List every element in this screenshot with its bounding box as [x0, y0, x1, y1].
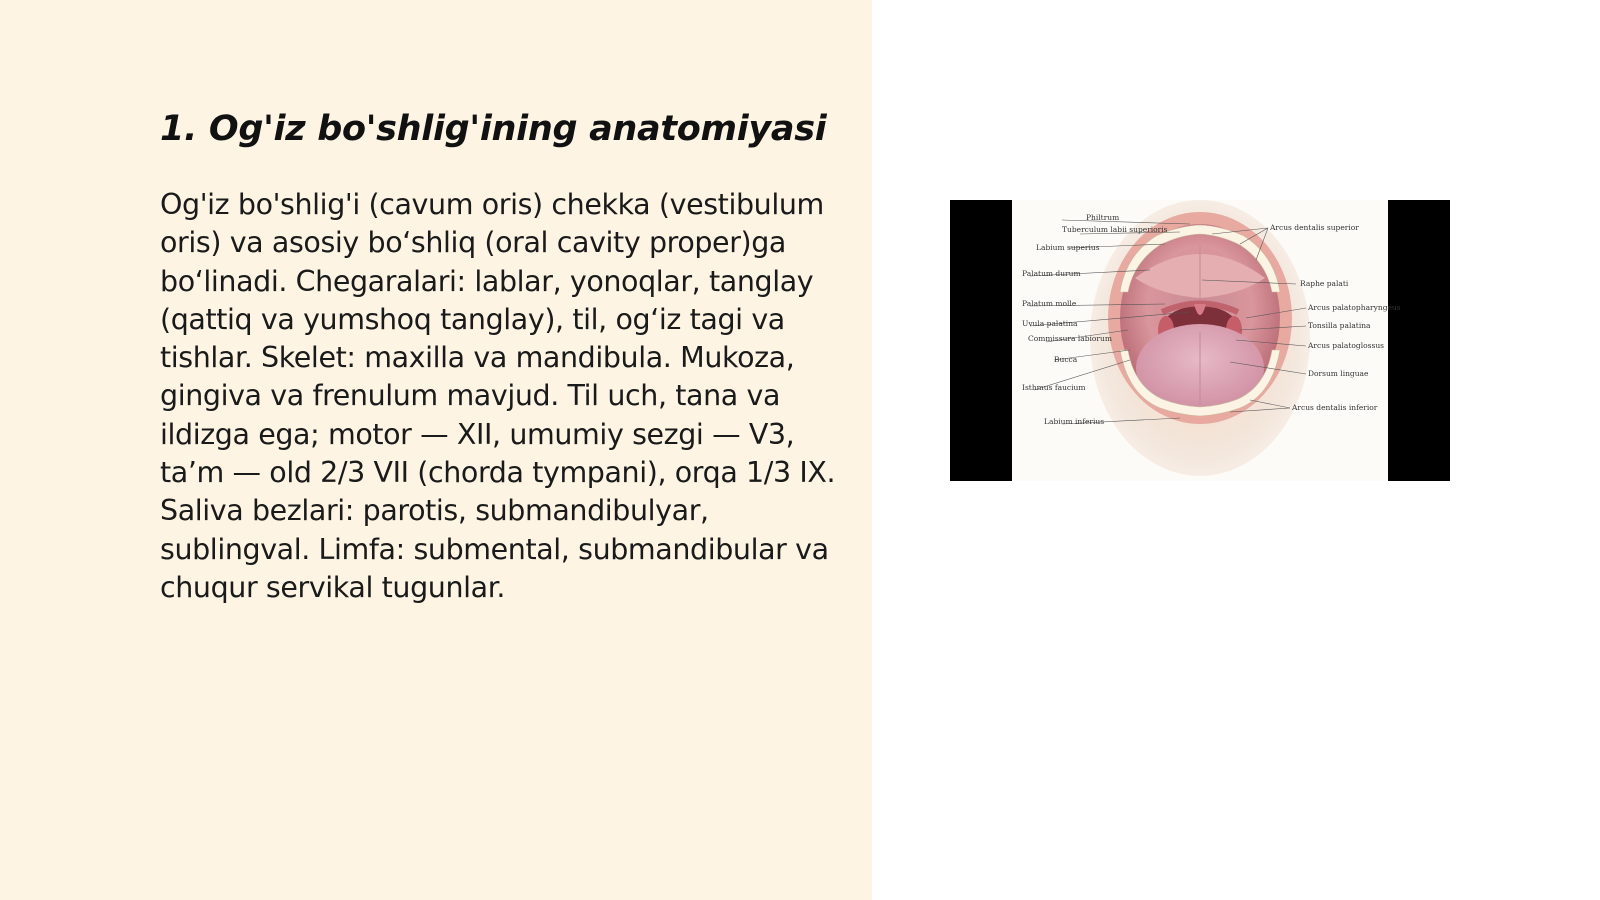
label-tonsilla-palatina: Tonsilla palatina: [1308, 321, 1371, 330]
label-labium-inferius: Labium inferius: [1044, 417, 1105, 426]
label-philtrum: Philtrum: [1086, 213, 1120, 222]
label-uvula: Uvula palatina: [1022, 319, 1078, 328]
slide-body-text: Og'iz bo'shlig'i (cavum oris) chekka (vestibulum oris) va asosiy bo‘shliq (oral cavity proper)ga bo‘linadi. Chegaralari: lablar, yonoqlar, tanglay (qattiq va yumshoq tanglay), til, og‘iz tagi va tishlar. Skelet: maxilla va mandibula. Mukoza, gingiva va frenulum mavjud. Til uch, tana va ildizga ega; motor — XII, umumiy sezgi — V3, ta’m — old 2/3 VII (chorda tympani), orqa 1/3 IX. Saliva bezlari: parotis, submandibulyar, sublingval. Limfa: submental, submandibular va chuqur servikal tugunlar.: [160, 188, 836, 604]
label-isthmus: Isthmus faucium: [1022, 383, 1086, 392]
label-arcus-dentalis-inferior: Arcus dentalis inferior: [1292, 403, 1378, 412]
label-raphe-palati: Raphe palati: [1300, 279, 1349, 288]
label-arcus-palatopharyngeus: Arcus palatopharyngeus: [1308, 303, 1401, 312]
oral-cavity-anatomy-figure: [950, 200, 1450, 481]
label-arcus-palatoglossus: Arcus palatoglossus: [1308, 341, 1385, 350]
label-arcus-dentalis-superior: Arcus dentalis superior: [1270, 223, 1359, 232]
label-labium-superius: Labium superius: [1036, 243, 1100, 252]
label-bucca: Bucca: [1054, 355, 1078, 364]
label-commissura: Commissura labiorum: [1028, 334, 1112, 343]
slide-title: 1. Og'iz bo'shlig'ining anatomiyasi: [160, 109, 827, 149]
label-tuberculum: Tuberculum labii superioris: [1062, 225, 1168, 234]
label-palatum-molle: Palatum molle: [1022, 299, 1077, 308]
label-palatum-durum: Palatum durum: [1022, 269, 1081, 278]
anatomy-illustration: [950, 200, 1450, 481]
label-dorsum-linguae: Dorsum linguae: [1308, 369, 1369, 378]
